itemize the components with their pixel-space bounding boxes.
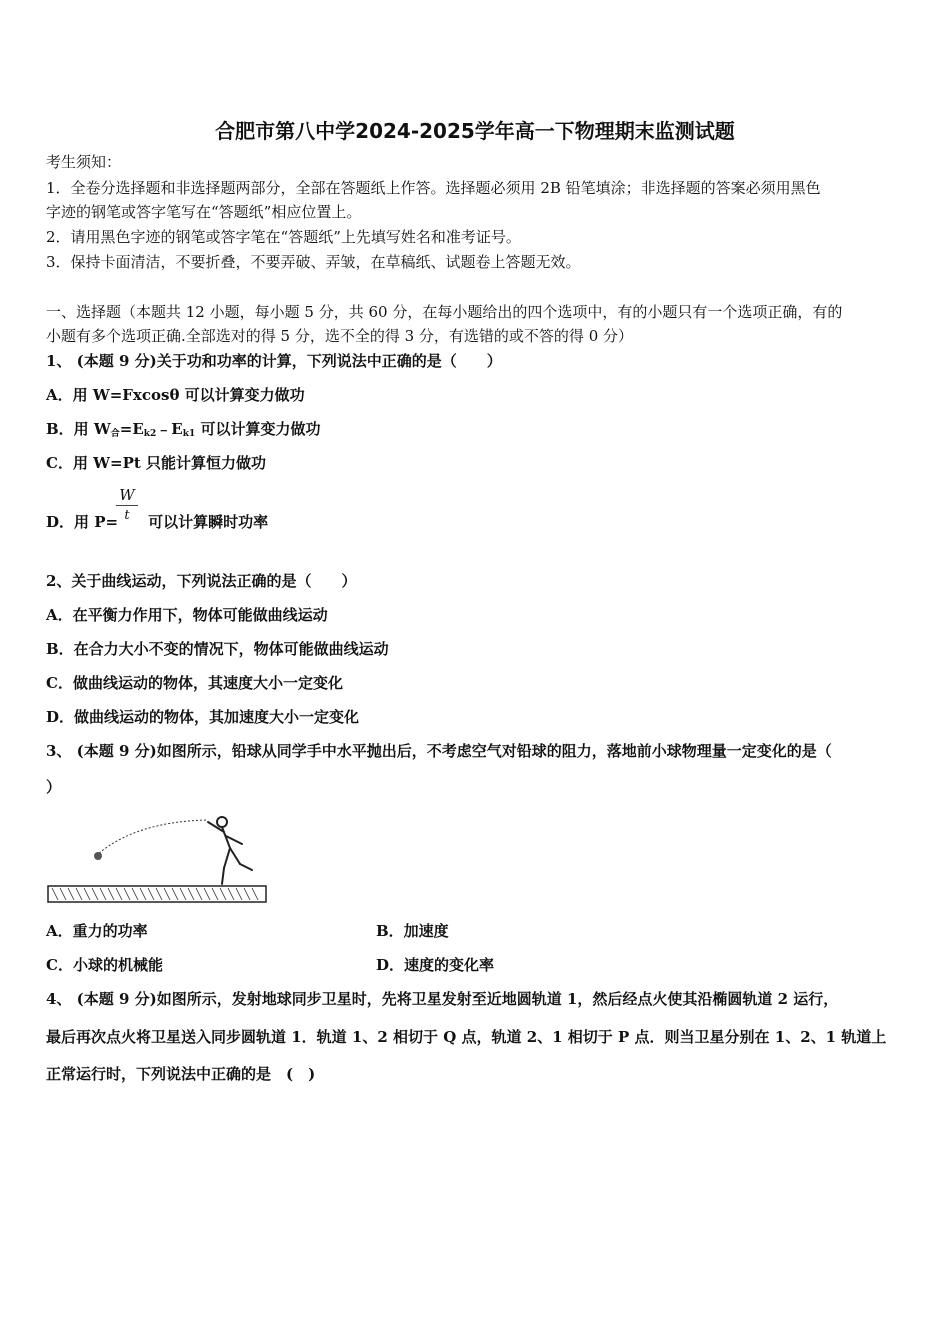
q3-option-a: A．重力的功率 — [46, 922, 148, 940]
notice-item-1a: 1．全卷分选择题和非选择题两部分，全部在答题纸上作答。选择题必须用 2B 铅笔填涂；非选择题的答案必须用黑色 — [46, 179, 821, 197]
fraction-numerator: W — [119, 486, 135, 504]
notice-heading: 考生须知： — [46, 153, 122, 171]
q1-stem: 1、 (本题 9 分)关于功和功率的计算，下列说法中正确的是（ ） — [46, 352, 502, 370]
q4-stem-3: 正常运行时，下列说法中正确的是 ( ) — [46, 1065, 316, 1083]
trajectory — [98, 820, 206, 854]
section-instructions-1: 一、选择题（本题共 12 小题，每小题 5 分，共 60 分，在每小题给出的四个选项中，有的小题只有一个选项正确，有的 — [46, 303, 843, 321]
q3-option-d: D．速度的变化率 — [376, 956, 495, 974]
q4-stem-1: 4、 (本题 9 分)如图所示，发射地球同步卫星时，先将卫星发射至近地圆轨道 1，然后经点火使其沿椭圆轨道 2 运行， — [46, 990, 839, 1008]
q3-stem-end: ） — [46, 778, 62, 796]
q3-option-b: B．加速度 — [376, 922, 449, 940]
page-title: 合肥市第八中学2024-2025学年高一下物理期末监测试题 — [215, 119, 735, 143]
q1-option-a: A．用 W=Fxcosθ 可以计算变力做功 — [46, 386, 305, 404]
power-fraction — [116, 486, 138, 525]
section-instructions-2: 小题有多个选项正确.全部选对的得 5 分，选不全的得 3 分，有选错的或不答的得 0 分） — [46, 327, 634, 345]
notice-item-1b: 字迹的钢笔或答字笔写在“答题纸”相应位置上。 — [46, 203, 362, 221]
q2-stem: 2、关于曲线运动，下列说法正确的是（ ） — [46, 572, 357, 590]
q1-option-d: D．用 P= 可以计算瞬时功率 — [46, 513, 269, 531]
q1-option-b: B．用 $W_合=E_{k2}﹣E_{k1}$ 可以计算变力做功 — [46, 420, 321, 439]
q1-option-c: C．用 W=Pt 只能计算恒力做功 — [46, 454, 267, 472]
fraction-bar — [116, 505, 138, 506]
notice-item-3: 3．保持卡面清洁，不要折叠，不要弄破、弄皱，在草稿纸、试题卷上答题无效。 — [46, 253, 581, 271]
q2-option-a: A．在平衡力作用下，物体可能做曲线运动 — [46, 606, 328, 624]
q3-option-c: C．小球的机械能 — [46, 956, 163, 974]
shot-put-figure — [46, 808, 270, 908]
athlete — [208, 817, 252, 884]
notice-item-2: 2．请用黑色字迹的钢笔或答字笔在“答题纸”上先填写姓名和准考证号。 — [46, 228, 521, 246]
q2-option-c: C．做曲线运动的物体，其速度大小一定变化 — [46, 674, 343, 692]
q3-stem: 3、 (本题 9 分)如图所示，铅球从同学手中水平抛出后，不考虑空气对铅球的阻力，落地前小球物理量一定变化的是（ — [46, 742, 832, 760]
q2-option-b: B．在合力大小不变的情况下，物体可能做曲线运动 — [46, 640, 389, 658]
q2-option-d: D．做曲线运动的物体，其加速度大小一定变化 — [46, 708, 360, 726]
ground — [48, 886, 266, 902]
shot-ball — [94, 852, 102, 860]
fraction-denominator: t — [124, 508, 130, 523]
q4-stem-2: 最后再次点火将卫星送入同步圆轨道 1．轨道 1、2 相切于 Q 点，轨道 2、1 相切于 P 点．则当卫星分别在 1、2、1 轨道上 — [46, 1028, 887, 1046]
